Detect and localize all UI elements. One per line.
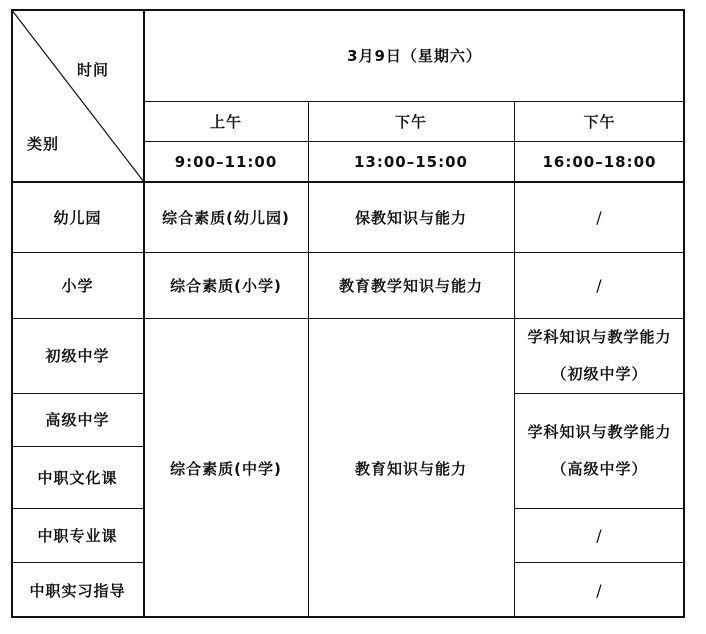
header-time-afternoon: 13:00–15:00 <box>354 152 468 171</box>
line-row1-late <box>514 252 685 253</box>
line-row3-cat <box>11 393 144 394</box>
cell-junior-late-line1: 学科知识与教学能力 <box>527 327 672 346</box>
line-date-bottom <box>144 101 685 102</box>
line-row5-cat <box>11 508 144 509</box>
cell-senior-late-merged <box>514 393 685 508</box>
line-category-right <box>143 9 145 618</box>
category-vocational-internship: 中职实习指导 <box>29 581 126 600</box>
header-period-afternoon: 下午 <box>394 112 427 131</box>
cell-senior-late-line2: （高级中学） <box>551 459 648 478</box>
corner-label-time: 时间 <box>77 61 110 79</box>
cell-junior-late <box>514 318 685 393</box>
header-time-late-afternoon: 16:00–18:00 <box>542 152 657 171</box>
cell-senior-late-line1: 学科知识与教学能力 <box>527 422 672 441</box>
cell-vocational-major-late: / <box>596 525 603 545</box>
line-row2-sessions <box>144 318 514 319</box>
cell-primary-late: / <box>596 275 603 295</box>
cell-junior-late-line2: （初级中学） <box>551 364 648 383</box>
line-session-2-right <box>514 101 515 618</box>
line-session-1-right <box>308 101 309 618</box>
exam-schedule-table <box>11 9 685 618</box>
category-kindergarten: 幼儿园 <box>53 208 102 227</box>
category-primary: 小学 <box>61 276 94 295</box>
category-vocational-culture: 中职文化课 <box>37 468 118 487</box>
border-bottom <box>11 616 685 618</box>
header-period-morning: 上午 <box>209 112 242 131</box>
category-junior-high: 初级中学 <box>45 347 110 365</box>
border-top <box>11 9 685 11</box>
header-divider <box>11 181 685 183</box>
cell-vocational-internship-late: / <box>596 580 603 600</box>
border-left <box>11 9 13 618</box>
header-date: 3月9日（星期六） <box>347 46 482 65</box>
line-row3-late <box>514 393 685 394</box>
cell-middle-afternoon-merged: 教育知识与能力 <box>354 459 467 478</box>
cell-middle-morning-merged: 综合素质(中学) <box>170 459 282 478</box>
line-period-bottom <box>144 141 685 142</box>
line-row1-cat <box>11 252 144 253</box>
line-row5-late <box>514 508 685 509</box>
header-period-late-afternoon: 下午 <box>583 112 616 131</box>
corner-diagonal-line <box>11 9 144 182</box>
category-vocational-major: 中职专业课 <box>37 526 118 545</box>
category-senior-high: 高级中学 <box>45 411 110 429</box>
cell-kindergarten-late: / <box>596 207 603 227</box>
line-row4-cat <box>11 446 144 447</box>
header-time-morning: 9:00–11:00 <box>174 152 278 171</box>
line-row6-cat <box>11 562 144 563</box>
cell-primary-afternoon: 教育教学知识与能力 <box>338 276 483 295</box>
line-row6-late <box>514 562 685 563</box>
cell-primary-morning: 综合素质(小学) <box>170 276 282 295</box>
line-row1-sessions <box>144 252 514 253</box>
line-row2-late <box>514 318 685 319</box>
cell-kindergarten-morning: 综合素质(幼儿园) <box>162 208 290 227</box>
corner-label-category: 类别 <box>27 135 60 153</box>
line-row2-cat <box>11 318 144 319</box>
cell-kindergarten-afternoon: 保教知识与能力 <box>354 208 467 227</box>
